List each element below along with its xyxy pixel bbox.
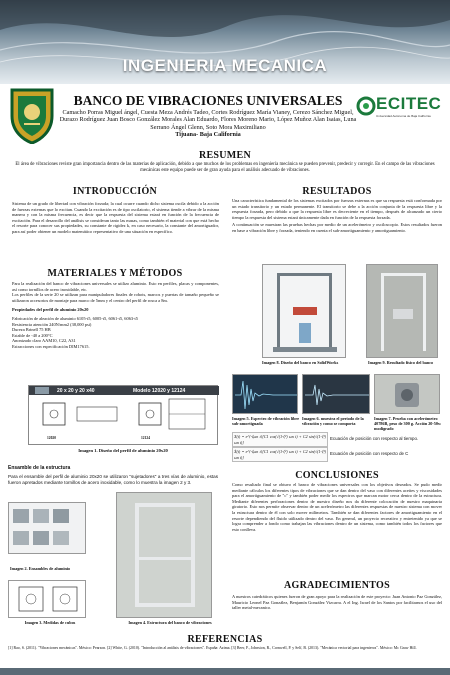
agradecimientos-heading: AGRADECIMIENTOS bbox=[284, 580, 390, 591]
resumen-text: El área de vibraciones reviste gran importancia dentro de las materias de aplicación, debido a que muchos de los problemas en ingeniería mecánica se pueden prevenir, predecir y corregir. En el campo de las vibraciones mecánicas este equipo puede ser de gran ayuda para el análisis adecuado de vibraciones. bbox=[15, 162, 435, 173]
resultados-paragraph-1: Una característica fundamental de los sistemas excitados por fuerzas externas es que su respuesta está conformada por un estado transitorio y un estado permanente. El transitorio se debe a la acción conjunta de la respuesta libre y la respuesta forzada, pero debido a que la respuesta libre es decreciente en el tiempo, después de alcanzado un cierto tiempo la respuesta del sistema estará únicamente dada en función de la respuesta forzada. bbox=[232, 198, 442, 220]
paper-title: BANCO DE VIBRACIONES UNIVERSALES bbox=[73, 93, 343, 108]
property-item: Fabricación de aleación de aluminio 6105-t5, 6005-t5, 6061-t5, 6063-t5 bbox=[12, 315, 138, 321]
banner-title: INGENIERIA MECANICA bbox=[122, 56, 328, 75]
cube-dimension-drawing bbox=[9, 581, 86, 618]
profile-cross-section-diagram bbox=[29, 395, 219, 446]
materiales-paragraph-2: Los perfiles de la serie 20 se utilizan para manipuladores finales de robots, marcos y puertas de tamaño pequeño se utilizaron accesorios de montaje para marco de 5mm y el centro del perfil de rosca a 8m. bbox=[12, 292, 219, 303]
materiales-heading: MATERIALES Y MÉTODOS bbox=[47, 268, 183, 279]
profile-label-a: 12020 bbox=[47, 436, 56, 440]
resultados-heading: RESULTADOS bbox=[302, 186, 372, 197]
fig6-image bbox=[302, 374, 370, 414]
fig8-image bbox=[262, 264, 346, 358]
ensamble-heading: Ensamble de la estructura bbox=[8, 465, 71, 471]
fig2-caption: Imagen 2. Ensambles de aluminio bbox=[10, 566, 71, 571]
fig9-caption: Imagen 9. Resultado físico del banco bbox=[368, 360, 434, 365]
bracket-photos bbox=[9, 503, 86, 554]
fig4-image bbox=[116, 492, 212, 618]
materiales-section bbox=[12, 281, 219, 350]
property-item: Estable de -40 a 200°C bbox=[12, 332, 53, 338]
ecitec-logo-subtext: Universidad Autónoma de Baja California bbox=[376, 114, 431, 118]
fig6-caption: Imagen 6. muestra el periodo de la vibración y como se comporta bbox=[302, 416, 364, 426]
referencias-text: [1] Rao, S. (2011). "Vibraciones mecánicas". México: Pearson. [2] White, G. (2010). "Introducción al análisis de vibraciones". España: Azima. [3] Beer, F., Johnston, R., Cornwell, P. y Self, B. (2013). "Mecánica vectorial para ingenieros". México: Mc Graw Hill. bbox=[8, 646, 417, 650]
fig3-caption: Imagen 3. Medidas de cubos bbox=[24, 620, 76, 625]
fig3-image bbox=[8, 580, 86, 618]
fig7-caption: Imagen 7. Prueba con acelerómetro 40786B, peso de 300 g. Acción 20-50w modigrado bbox=[374, 416, 441, 431]
ensamble-text: Para el ensamble del perfil de aluminio 20x20 se utilizaron "sujetadores" a tres vías de aluminio, estas fueron apretados mediante tornillos de acero inoxidable, como lo muestra la imagen 2 y 3. bbox=[8, 474, 218, 485]
footer-bar bbox=[0, 668, 450, 675]
vibration-bench-photo bbox=[117, 493, 212, 618]
conclusiones-text: Como resultado final se obtuvo el banco de vibraciones universales con los objetivos deseados. Se pudo medir mediante cálculos los diferentes tipos de vibraciones que se dan dentro del vaso con diferentes aceites y viscosidades para el amortiguamiento de "c" y también poder medir los espectros que marcan motor cerca dentro de la estructura. Mediante diferentes perforaciones dentro de nuestro diseño nos da diferente colocación de nuestro maquinaria giratorio. Esto nos permite observar dentro de un acelerómetro las diferentes respuestas de nuestro sistema con mover la estructura dentro de él con solo mover milímetros. También se dan diferentes factores de amortiguamiento en el resorte dependiendo del fluido utilizado dentro del vaso. En general, un proyecto recreativo y entretenido ya que se logra comprender a fondo como trabajan las vibraciones dentro de un sistema, como también todos los factores que esto conlleva. bbox=[232, 482, 442, 532]
equation-1: X(t) = e^{-ζωn t}[C1 cos(√(1-ζ²) ωn t) + C2 sin(√(1-ζ²) ωn t)] bbox=[232, 432, 328, 447]
equation-2: Ẋ(t) = e^{-ζωn t}[C1 cos(√(1-ζ²) ωn t) + C2 sin(√(1-ζ²) ωn t)] bbox=[232, 447, 328, 462]
oscilloscope-spectrum bbox=[233, 375, 298, 414]
resumen-heading: RESUMEN bbox=[198, 150, 252, 161]
property-item: Anonizado claro AAM10, C22, A31 bbox=[12, 338, 76, 344]
introduccion-heading: INTRODUCCIÓN bbox=[72, 186, 158, 197]
fig8-caption: Imagen 8. Diseño del banco en SolidWorks bbox=[262, 360, 339, 365]
fig9-image bbox=[366, 264, 438, 358]
accelerometer-photo bbox=[375, 375, 440, 414]
profile-label-b: 12124 bbox=[141, 436, 150, 440]
property-item: Dureza Brinell 75 HB bbox=[12, 327, 51, 333]
resultados-paragraph-2: A continuación se muestran las pruebas hechas por medio de un acelerómetro y osciloscopio. Estos resultados fueron en base a vibración libre y forzada, teniendo en cuenta el sub-amortiguamiento y amortiguamiento. bbox=[232, 222, 442, 233]
referencias-heading: REFERENCIAS bbox=[187, 634, 263, 645]
property-item: Resistencia atención 240N/mm2 (38,000 psi) bbox=[12, 321, 92, 327]
conclusiones-heading: CONCLUSIONES bbox=[295, 470, 379, 481]
ecitec-logo-text: ECITEC bbox=[376, 94, 442, 113]
introduccion-text: Sistema de un grado de libertad con vibración forzada; la cual ocurre cuando dicho sistema oscila debido a la acción de fuerzas externas que lo excitan. Cuando la excitación es de tipo oscilatorio, el sistema tiende a vibrar de la misma manera y con la misma frecuencia, es decir que la respuesta del sistema estará en función de la frecuencia de excitación. Para el desarrollo del análisis se consideran tanto las masas, como también el material con que está hecho el resorte para conocer sus propiedades, su constante de rigidez k, en caso necesario, la constante del amortiguador, para así poder obtener un modelo matemático representativo de una situación en específico. bbox=[12, 201, 219, 234]
equation-2-note: Ecuación de posición con respecto de C bbox=[330, 451, 409, 456]
fig7-image bbox=[374, 374, 440, 414]
materiales-paragraph-1: Para la realización del banco de vibraciones universales se utilizo aluminio. Esto en perfiles, placas y componentes, así como tornillos de acero inoxidable, etc. bbox=[12, 281, 219, 292]
header-banner bbox=[0, 0, 450, 84]
property-item: Estracciones con especificación DIM17615. bbox=[12, 343, 90, 349]
profile-banner bbox=[29, 386, 219, 395]
agradecimientos-text: A nuestros catedráticos quienes fueron de gran apoyo para la realización de este proyecto: Juan Antonio Paz González, Mauricio Leonel Paz González, Benjamín González Vizcarra. A el Ing. Israel de los Santos por facilitarnos el uso del taller metal-mecanico. bbox=[232, 594, 442, 611]
equation-1-note: Ecuación de posición con respecto al tiempo. bbox=[330, 436, 419, 441]
profile-banner-right: Modelo 12020 y 12124 bbox=[133, 387, 186, 394]
affiliation: Tijuana- Baja California bbox=[175, 131, 241, 139]
fig4-caption: Imagen 4. Estructura del banco de vibraciones bbox=[128, 620, 212, 625]
profile-drawing-figure bbox=[28, 385, 218, 445]
fig5-image bbox=[232, 374, 298, 414]
physical-bench-photo bbox=[367, 265, 438, 358]
solidworks-render bbox=[263, 265, 346, 358]
profile-thumbnail-icon bbox=[35, 387, 49, 394]
university-shield-logo bbox=[8, 86, 56, 144]
properties-list bbox=[12, 316, 219, 350]
fig1-caption: Imagen 1. Diseño del perfil de aluminio 20x20 bbox=[78, 448, 168, 453]
ecitec-logo bbox=[356, 92, 442, 128]
profile-banner-left: 20 x 20 y 20 x40 bbox=[57, 387, 95, 394]
fig5-caption: Imagen 5. Espectro de vibración libre sub-amortiguada bbox=[232, 416, 300, 426]
properties-title: Propiedades del perfil de aluminio 20x20 bbox=[12, 307, 89, 313]
resultados-section bbox=[232, 198, 442, 234]
fig2-image bbox=[8, 502, 86, 554]
author-list: Camacho Porras Miguel ángel, Cuesta Meza Andrés Tadeo, Cortes Rodríguez María Vianey, Cerezo Sánchez Miguel, Durazo Rodríguez Juan Bosco González Morales Alan Eduardo, Flores Moreno Mario, López Muñoz Alan Isaias, Luna Serrano Ángel Glenn, Soto Mora Maximiliano bbox=[59, 109, 357, 131]
authors bbox=[58, 109, 358, 139]
oscilloscope-period bbox=[303, 375, 370, 414]
